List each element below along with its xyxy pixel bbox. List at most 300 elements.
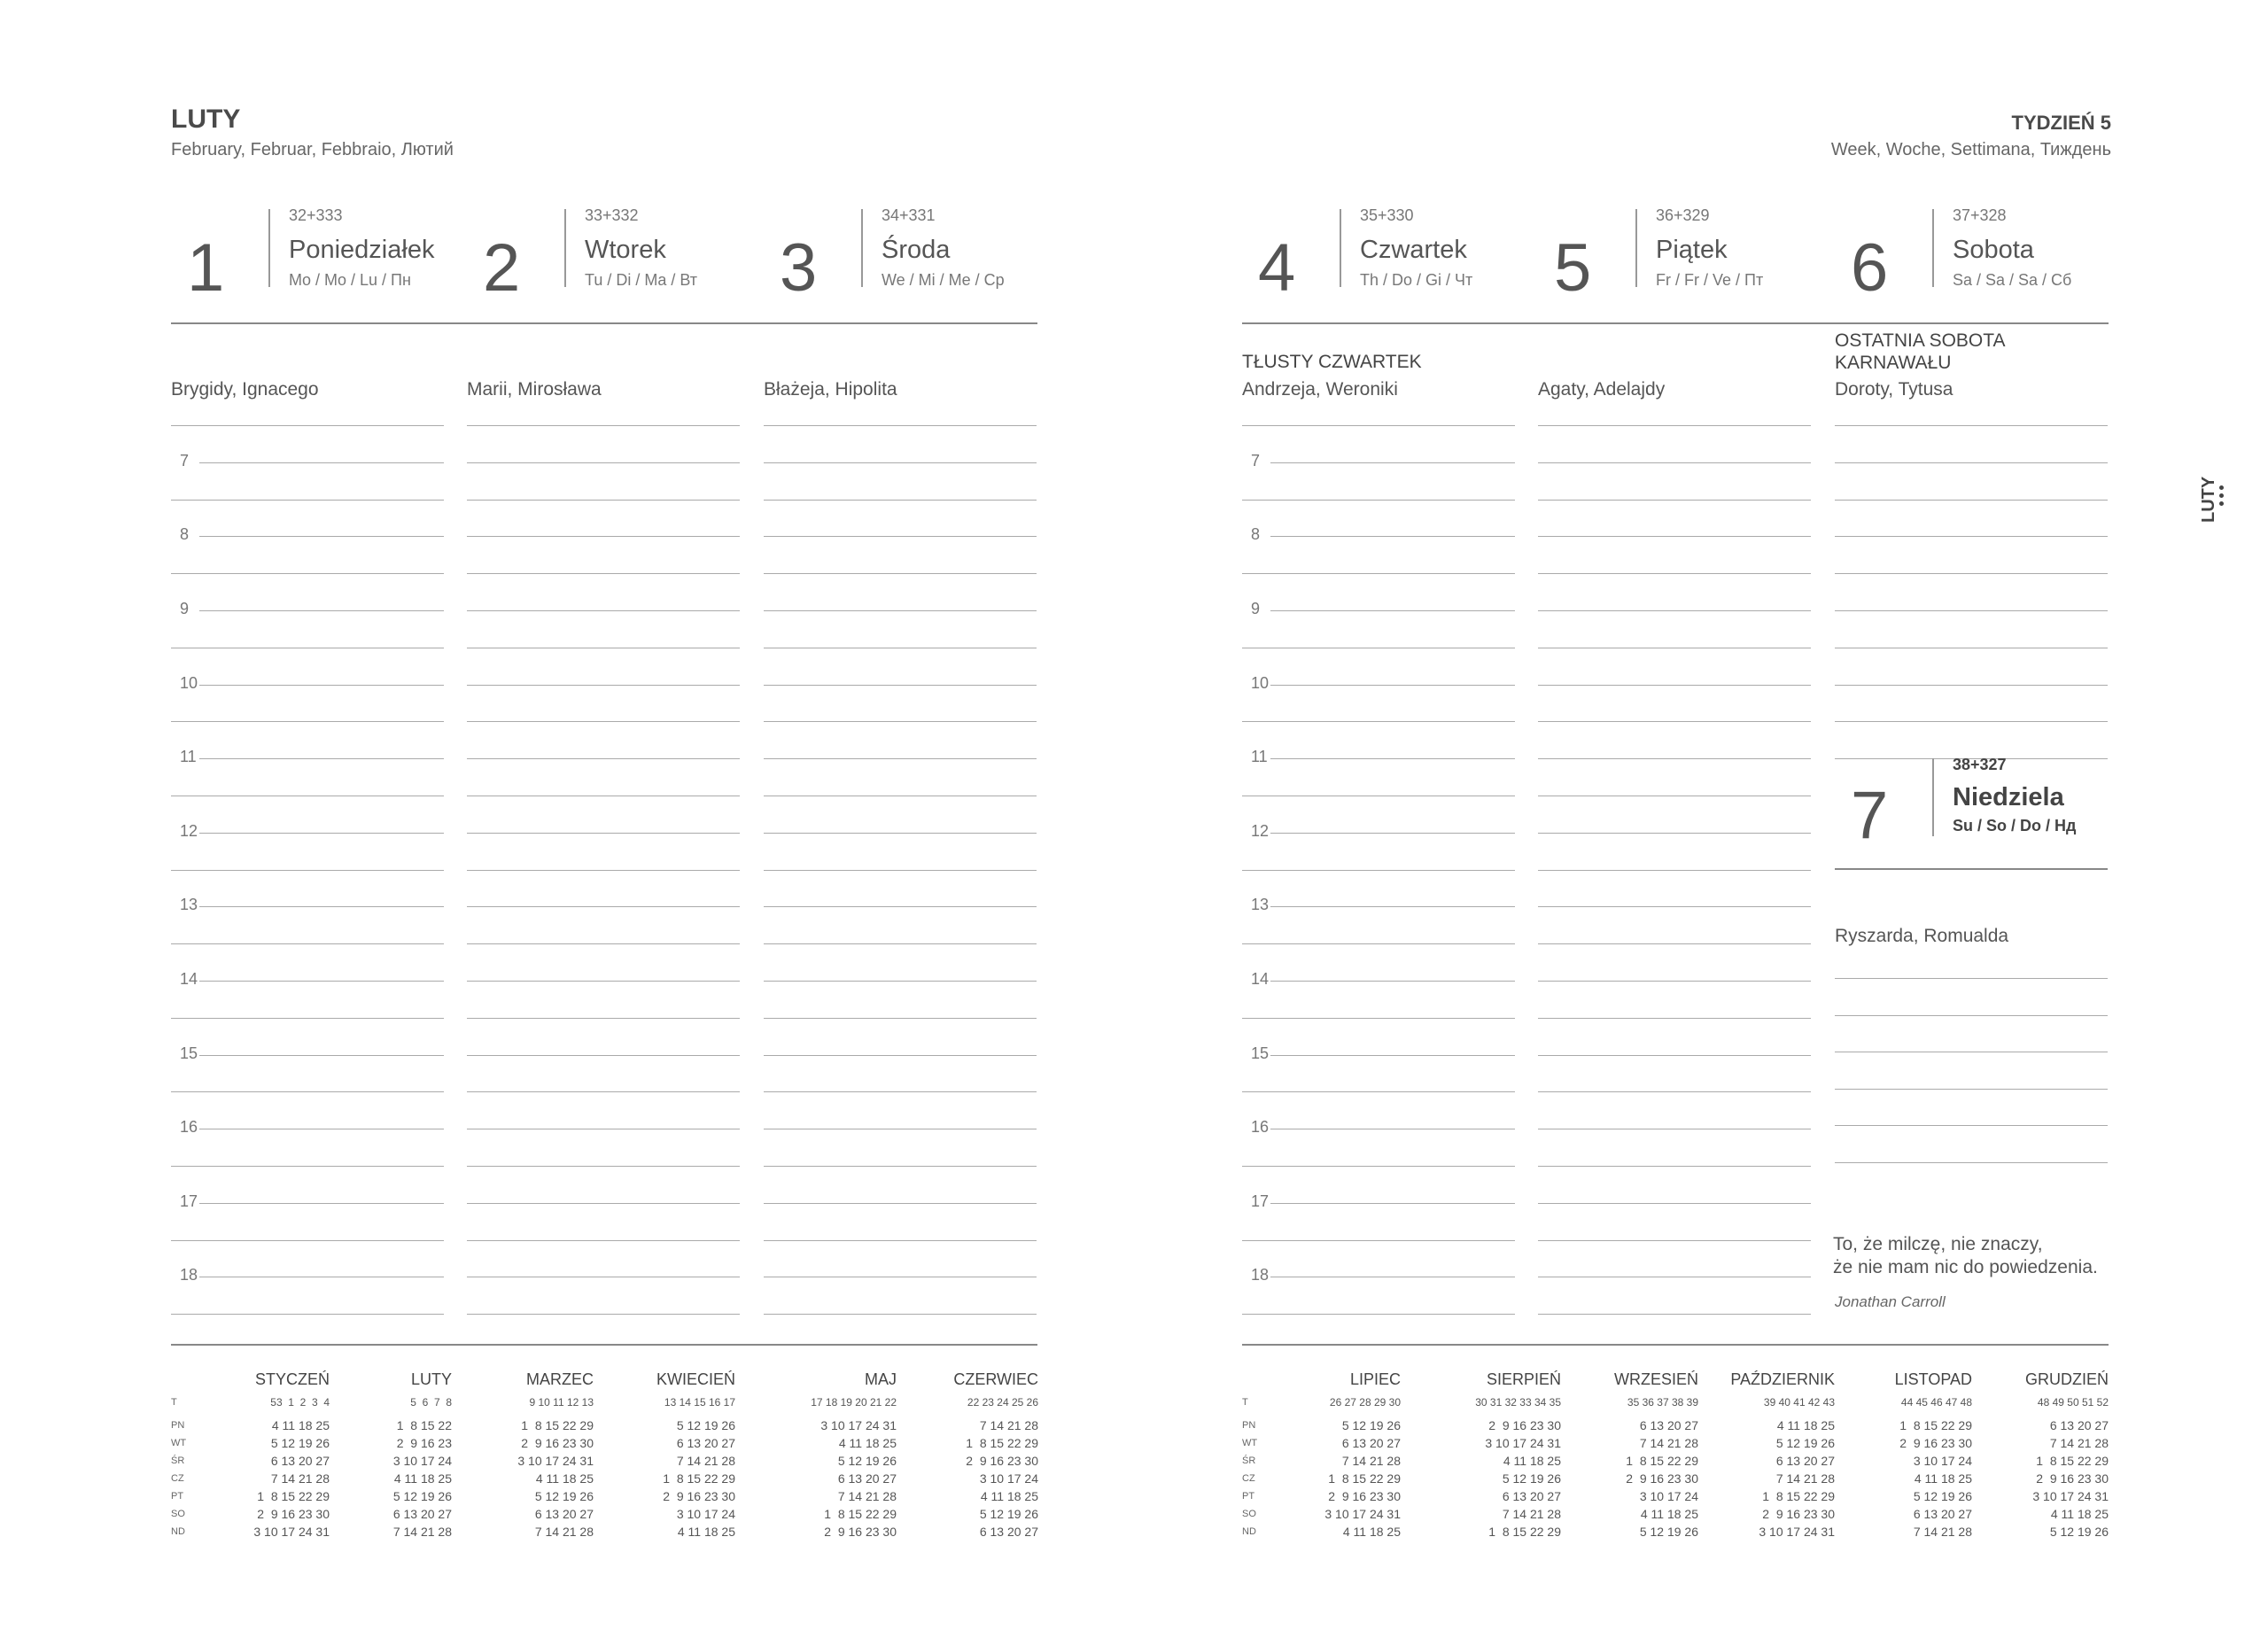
mini-calendar-row: 4 11 18 25 bbox=[535, 1471, 594, 1486]
writing-line bbox=[764, 425, 1037, 426]
weekday-label: ND bbox=[1242, 1526, 1256, 1537]
day-of-year-count: 34+331 bbox=[882, 206, 936, 224]
writing-line bbox=[764, 833, 1037, 834]
mini-calendar-row: 4 11 18 25 bbox=[1640, 1507, 1698, 1521]
hour-label: 14 bbox=[1251, 970, 1270, 988]
mini-calendar-row: 6 13 20 27 bbox=[392, 1507, 452, 1521]
mini-calendar-row: 4 11 18 25 bbox=[1776, 1418, 1835, 1432]
writing-line bbox=[1538, 833, 1811, 834]
writing-line bbox=[1835, 610, 2108, 611]
writing-line bbox=[1538, 721, 1811, 722]
mini-calendar-month: LISTOPAD bbox=[1894, 1370, 1972, 1388]
day-divider bbox=[268, 209, 270, 287]
mini-calendar-row: 5 12 19 26 bbox=[979, 1507, 1038, 1521]
mini-calendar-row: 5 12 19 26 bbox=[1913, 1489, 1972, 1503]
mini-calendar-row: 2 9 16 23 30 bbox=[1626, 1471, 1698, 1486]
mini-calendar-row: 3 10 17 24 bbox=[676, 1507, 735, 1521]
mini-calendar-row: 3 10 17 24 31 bbox=[820, 1418, 897, 1432]
weekday-label: PT bbox=[1242, 1491, 1255, 1502]
mini-calendar-row: 2 9 16 23 30 bbox=[1762, 1507, 1835, 1521]
hour-label: 14 bbox=[180, 970, 198, 988]
writing-line bbox=[1270, 685, 1515, 686]
writing-line bbox=[1835, 1125, 2108, 1126]
writing-line bbox=[467, 1018, 740, 1019]
mini-calendar-month: MAJ bbox=[865, 1370, 897, 1388]
writing-line bbox=[1242, 573, 1515, 574]
day-number: 3 bbox=[780, 230, 818, 306]
mini-calendar-row: 3 10 17 24 31 bbox=[517, 1454, 594, 1468]
mini-calendar-month: KWIECIEŃ bbox=[656, 1370, 735, 1388]
mini-calendar-row: 7 14 21 28 bbox=[392, 1525, 452, 1539]
writing-line bbox=[1538, 1018, 1811, 1019]
mini-calendar-row: 4 11 18 25 bbox=[1914, 1471, 1972, 1486]
holiday-event: TŁUSTY CZWARTEK bbox=[1242, 352, 1422, 372]
writing-line bbox=[1242, 870, 1515, 871]
writing-line bbox=[171, 573, 444, 574]
mini-calendar-row: 1 8 15 22 29 bbox=[1488, 1525, 1561, 1539]
name-day-saints: Agaty, Adelajdy bbox=[1538, 379, 1666, 400]
weekday-label: WT bbox=[171, 1438, 187, 1448]
day-name: Sobota bbox=[1953, 236, 2034, 264]
weekday-label: CZ bbox=[171, 1473, 184, 1484]
mini-calendar-row: 4 11 18 25 bbox=[2050, 1507, 2109, 1521]
hour-label: 11 bbox=[1251, 748, 1268, 766]
mini-calendar-row: 7 14 21 28 bbox=[1913, 1525, 1972, 1539]
day-divider bbox=[1932, 209, 1934, 287]
writing-line bbox=[1538, 758, 1811, 759]
mini-calendar-row: 6 13 20 27 bbox=[1639, 1418, 1698, 1432]
writing-line bbox=[1242, 721, 1515, 722]
mini-calendar-row: 5 12 19 26 bbox=[2049, 1525, 2109, 1539]
quote-line-1: To, że milczę, nie znaczy, bbox=[1833, 1234, 2043, 1254]
writing-line bbox=[199, 981, 444, 982]
mini-calendar-row: 4 11 18 25 bbox=[271, 1418, 330, 1432]
sunday-name: Niedziela bbox=[1953, 783, 2064, 811]
writing-line bbox=[1242, 1240, 1515, 1241]
name-day-saints: Doroty, Tytusa bbox=[1835, 379, 1953, 400]
day-name: Czwartek bbox=[1360, 236, 1467, 264]
writing-line bbox=[764, 721, 1037, 722]
mini-calendar-row: 30 31 32 33 34 35 bbox=[1475, 1396, 1561, 1409]
day-of-year-count: 33+332 bbox=[585, 206, 639, 224]
writing-line bbox=[467, 1091, 740, 1092]
writing-line bbox=[1538, 573, 1811, 574]
day-name: Środa bbox=[882, 236, 951, 264]
hour-label: 18 bbox=[1251, 1266, 1270, 1285]
mini-calendar-row: 3 10 17 24 bbox=[979, 1471, 1038, 1486]
mini-calendar-row: 6 13 20 27 bbox=[1502, 1489, 1561, 1503]
mini-calendar-row: 17 18 19 20 21 22 bbox=[811, 1396, 897, 1409]
mini-calendar-row: 4 11 18 25 bbox=[1342, 1525, 1401, 1539]
writing-line bbox=[467, 906, 740, 907]
writing-line bbox=[764, 1091, 1037, 1092]
mini-calendar-row: 7 14 21 28 bbox=[979, 1418, 1038, 1432]
writing-line bbox=[199, 536, 444, 537]
writing-line bbox=[467, 536, 740, 537]
sunday-divider bbox=[1932, 758, 1934, 836]
writing-line bbox=[1242, 1166, 1515, 1167]
mini-calendar-row: 1 8 15 22 29 bbox=[1899, 1418, 1972, 1432]
mini-calendar-row: 2 9 16 23 30 bbox=[2036, 1471, 2109, 1486]
writing-line bbox=[1270, 610, 1515, 611]
hour-label: 7 bbox=[1251, 451, 1261, 470]
writing-line bbox=[1538, 536, 1811, 537]
day-of-year-count: 37+328 bbox=[1953, 206, 2007, 224]
writing-line bbox=[199, 906, 444, 907]
writing-line bbox=[467, 943, 740, 944]
writing-line bbox=[467, 1314, 740, 1315]
day-abbreviations: Th / Do / Gi / Чт bbox=[1360, 271, 1473, 289]
mini-calendar-row: 26 27 28 29 30 bbox=[1329, 1396, 1401, 1409]
mini-calendar-row: 1 8 15 22 29 bbox=[1626, 1454, 1698, 1468]
writing-line bbox=[764, 1240, 1037, 1241]
mini-calendar-row: 3 10 17 24 31 bbox=[2032, 1489, 2109, 1503]
day-divider bbox=[1635, 209, 1637, 287]
sunday-abbreviations: Su / So / Do / Нд bbox=[1953, 817, 2077, 834]
writing-line bbox=[1835, 462, 2108, 463]
writing-line bbox=[467, 833, 740, 834]
writing-line bbox=[1270, 758, 1515, 759]
writing-line bbox=[1538, 1203, 1811, 1204]
mini-calendar-row: 7 14 21 28 bbox=[1639, 1436, 1698, 1450]
writing-line bbox=[171, 425, 444, 426]
mini-calendar-row: 1 8 15 22 29 bbox=[257, 1489, 330, 1503]
writing-line bbox=[1835, 721, 2108, 722]
weekday-label: PT bbox=[171, 1491, 184, 1502]
week-subtitle: Week, Woche, Settimana, Тиждень bbox=[1830, 140, 2111, 159]
mini-calendar-month: LUTY bbox=[410, 1370, 452, 1388]
mini-calendar-row: 3 10 17 24 bbox=[392, 1454, 452, 1468]
writing-line bbox=[1835, 1015, 2108, 1016]
writing-line bbox=[1538, 1314, 1811, 1315]
writing-line bbox=[764, 870, 1037, 871]
writing-line bbox=[1242, 1018, 1515, 1019]
weekday-label: T bbox=[171, 1397, 177, 1408]
mini-calendar-row: 5 12 19 26 bbox=[1341, 1418, 1401, 1432]
writing-line bbox=[1270, 833, 1515, 834]
writing-line bbox=[1835, 1162, 2108, 1163]
mini-calendar-row: 48 49 50 51 52 bbox=[2037, 1396, 2109, 1409]
mini-calendar-row: 7 14 21 28 bbox=[676, 1454, 735, 1468]
mini-calendar-row: 6 13 20 27 bbox=[2049, 1418, 2109, 1432]
mini-calendar-row: 1 8 15 22 29 bbox=[663, 1471, 735, 1486]
mini-calendar-row: 7 14 21 28 bbox=[1341, 1454, 1401, 1468]
mini-calendar-row: 2 9 16 23 30 bbox=[521, 1436, 594, 1450]
mini-calendar-month: GRUDZIEŃ bbox=[2025, 1370, 2109, 1388]
mini-calendar-row: 2 9 16 23 30 bbox=[1328, 1489, 1401, 1503]
hour-label: 13 bbox=[180, 896, 198, 914]
writing-line bbox=[1270, 1203, 1515, 1204]
mini-calendar-row: 5 12 19 26 bbox=[676, 1418, 735, 1432]
hour-label: 18 bbox=[180, 1266, 198, 1285]
mini-calendar-row: 3 10 17 24 bbox=[1913, 1454, 1972, 1468]
writing-line bbox=[764, 685, 1037, 686]
writing-line bbox=[467, 573, 740, 574]
weekday-label: ŚR bbox=[171, 1455, 185, 1466]
mini-calendar-month: STYCZEŃ bbox=[254, 1370, 330, 1388]
day-of-year-count: 36+329 bbox=[1656, 206, 1710, 224]
mini-calendar-row: 7 14 21 28 bbox=[534, 1525, 594, 1539]
mini-calendar-row: 4 11 18 25 bbox=[1503, 1454, 1561, 1468]
holiday-event: OSTATNIA SOBOTA KARNAWAŁU bbox=[1835, 330, 2005, 373]
month-title: LUTY bbox=[171, 105, 241, 134]
name-day-saints: Marii, Mirosława bbox=[467, 379, 602, 400]
writing-line bbox=[1538, 685, 1811, 686]
writing-line bbox=[199, 462, 444, 463]
writing-line bbox=[1538, 1240, 1811, 1241]
mini-calendar-row: 3 10 17 24 31 bbox=[1485, 1436, 1561, 1450]
writing-line bbox=[171, 1091, 444, 1092]
mini-calendar-row: 6 13 20 27 bbox=[837, 1471, 897, 1486]
mini-calendar-row: 44 45 46 47 48 bbox=[1900, 1396, 1972, 1409]
mini-calendar-row: 4 11 18 25 bbox=[393, 1471, 452, 1486]
mini-calendar-row: 1 8 15 22 29 bbox=[824, 1507, 897, 1521]
writing-line bbox=[199, 1203, 444, 1204]
writing-line bbox=[1835, 685, 2108, 686]
weekday-label: PN bbox=[171, 1420, 185, 1431]
mini-calendar-row: 2 9 16 23 30 bbox=[257, 1507, 330, 1521]
mini-calendar-row: 5 12 19 26 bbox=[270, 1436, 330, 1450]
mini-calendar-month: CZERWIEC bbox=[953, 1370, 1038, 1388]
writing-line bbox=[1242, 1091, 1515, 1092]
writing-line bbox=[1538, 1091, 1811, 1092]
hour-label: 8 bbox=[1251, 525, 1261, 544]
mini-calendar-row: 5 12 19 26 bbox=[837, 1454, 897, 1468]
writing-line bbox=[467, 500, 740, 501]
writing-line bbox=[764, 1166, 1037, 1167]
day-abbreviations: Sa / Sa / Sa / Сб bbox=[1953, 271, 2072, 289]
mini-calendar-row: 2 9 16 23 30 bbox=[824, 1525, 897, 1539]
writing-line bbox=[1538, 610, 1811, 611]
writing-line bbox=[764, 1314, 1037, 1315]
mini-calendar-row: 2 9 16 23 30 bbox=[1899, 1436, 1972, 1450]
writing-line bbox=[467, 1240, 740, 1241]
mini-calendar-row: 1 8 15 22 29 bbox=[1328, 1471, 1401, 1486]
weekday-label: CZ bbox=[1242, 1473, 1255, 1484]
sunday-day-of-year-count: 38+327 bbox=[1953, 756, 2007, 773]
mini-calendar-row: 6 13 20 27 bbox=[1775, 1454, 1835, 1468]
writing-line bbox=[1835, 425, 2108, 426]
hour-label: 11 bbox=[180, 748, 197, 766]
day-number: 2 bbox=[483, 230, 521, 306]
hour-label: 7 bbox=[180, 451, 190, 470]
day-number: 4 bbox=[1258, 230, 1296, 306]
quote-line-2: że nie mam nic do powiedzenia. bbox=[1833, 1257, 2098, 1277]
writing-line bbox=[1242, 500, 1515, 501]
mini-calendar-row: 6 13 20 27 bbox=[676, 1436, 735, 1450]
mini-calendar-row: 7 14 21 28 bbox=[270, 1471, 330, 1486]
footer-rule bbox=[171, 1344, 1037, 1346]
hour-label: 15 bbox=[180, 1044, 198, 1062]
hour-label: 9 bbox=[180, 600, 190, 617]
day-abbreviations: Fr / Fr / Ve / Пт bbox=[1656, 271, 1764, 289]
writing-line bbox=[764, 536, 1037, 537]
day-abbreviations: Tu / Di / Ma / Вт bbox=[585, 271, 698, 289]
writing-line bbox=[199, 833, 444, 834]
hour-label: 16 bbox=[180, 1118, 198, 1137]
hour-label: 12 bbox=[180, 821, 198, 840]
writing-line bbox=[764, 943, 1037, 944]
writing-line bbox=[171, 1314, 444, 1315]
hour-label: 9 bbox=[1251, 600, 1261, 617]
writing-line bbox=[171, 1018, 444, 1019]
writing-line bbox=[467, 462, 740, 463]
mini-calendar-row: 7 14 21 28 bbox=[1502, 1507, 1561, 1521]
writing-line bbox=[171, 943, 444, 944]
mini-calendar-row: 1 8 15 22 bbox=[396, 1418, 452, 1432]
writing-line bbox=[1835, 500, 2108, 501]
mini-calendar-row: 6 13 20 27 bbox=[979, 1525, 1038, 1539]
day-of-year-count: 32+333 bbox=[289, 206, 343, 224]
writing-line bbox=[171, 1240, 444, 1241]
day-number: 5 bbox=[1554, 230, 1592, 306]
writing-line bbox=[467, 1055, 740, 1056]
mini-calendar-row: 2 9 16 23 bbox=[396, 1436, 452, 1450]
day-divider bbox=[564, 209, 566, 287]
mini-calendar-row: 2 9 16 23 30 bbox=[663, 1489, 735, 1503]
writing-line bbox=[1538, 981, 1811, 982]
weekday-label: SO bbox=[171, 1509, 185, 1519]
writing-line bbox=[764, 462, 1037, 463]
mini-calendar-month: MARZEC bbox=[526, 1370, 594, 1388]
writing-line bbox=[1270, 1055, 1515, 1056]
writing-line bbox=[467, 981, 740, 982]
mini-calendar-row: 5 12 19 26 bbox=[1502, 1471, 1561, 1486]
mini-calendar-month: WRZESIEŃ bbox=[1613, 1370, 1698, 1388]
writing-line bbox=[467, 1203, 740, 1204]
writing-line bbox=[764, 981, 1037, 982]
month-subtitle: February, Februar, Febbraio, Лютий bbox=[171, 140, 454, 159]
mini-calendar-row: 35 36 37 38 39 bbox=[1627, 1396, 1698, 1409]
weekday-label: SO bbox=[1242, 1509, 1256, 1519]
day-name: Wtorek bbox=[585, 236, 666, 264]
weekday-label: ŚR bbox=[1242, 1455, 1256, 1466]
side-tab-label[interactable]: LUTY bbox=[2199, 476, 2218, 523]
writing-line bbox=[199, 685, 444, 686]
writing-line bbox=[764, 1055, 1037, 1056]
writing-line bbox=[1538, 1055, 1811, 1056]
day-divider bbox=[1340, 209, 1341, 287]
hour-label: 13 bbox=[1251, 896, 1270, 914]
hour-label: 16 bbox=[1251, 1118, 1270, 1137]
hour-label: 17 bbox=[180, 1191, 198, 1210]
hour-label: 12 bbox=[1251, 821, 1270, 840]
tab-dots-icon bbox=[2219, 485, 2224, 509]
writing-line bbox=[764, 610, 1037, 611]
sunday-number: 7 bbox=[1851, 778, 1889, 853]
writing-line bbox=[1270, 981, 1515, 982]
writing-line bbox=[764, 573, 1037, 574]
week-title: TYDZIEŃ 5 bbox=[2011, 112, 2111, 134]
mini-calendar-row: 5 12 19 26 bbox=[1775, 1436, 1835, 1450]
writing-line bbox=[1242, 425, 1515, 426]
mini-calendar-row: 3 10 17 24 31 bbox=[1759, 1525, 1835, 1539]
writing-line bbox=[1242, 1314, 1515, 1315]
writing-line bbox=[1270, 906, 1515, 907]
day-abbreviations: Mo / Mo / Lu / Пн bbox=[289, 271, 411, 289]
writing-line bbox=[764, 906, 1037, 907]
writing-line bbox=[199, 1055, 444, 1056]
mini-calendar-month: PAŹDZIERNIK bbox=[1730, 1370, 1835, 1388]
writing-line bbox=[1538, 500, 1811, 501]
day-of-year-count: 35+330 bbox=[1360, 206, 1414, 224]
mini-calendar-row: 13 14 15 16 17 bbox=[664, 1396, 735, 1409]
name-day-saints: Andrzeja, Weroniki bbox=[1242, 379, 1398, 400]
mini-calendar-row: 3 10 17 24 31 bbox=[253, 1525, 330, 1539]
mini-calendar-row: 1 8 15 22 29 bbox=[2036, 1454, 2109, 1468]
writing-line bbox=[1538, 906, 1811, 907]
weekday-label: ND bbox=[171, 1526, 185, 1537]
day-name: Piątek bbox=[1656, 236, 1728, 264]
mini-calendar-row: 9 10 11 12 13 bbox=[529, 1396, 594, 1409]
writing-line bbox=[764, 500, 1037, 501]
writing-line bbox=[1242, 943, 1515, 944]
writing-line bbox=[171, 721, 444, 722]
mini-calendar-row: 6 13 20 27 bbox=[270, 1454, 330, 1468]
writing-line bbox=[1538, 870, 1811, 871]
writing-line bbox=[764, 1018, 1037, 1019]
writing-line bbox=[1835, 978, 2108, 979]
writing-line bbox=[764, 758, 1037, 759]
mini-calendar-row: 5 12 19 26 bbox=[534, 1489, 594, 1503]
mini-calendar-row: 7 14 21 28 bbox=[1775, 1471, 1835, 1486]
mini-calendar-row: 4 11 18 25 bbox=[838, 1436, 897, 1450]
name-day-saints: Brygidy, Ignacego bbox=[171, 379, 319, 400]
mini-calendar-row: 53 1 2 3 4 bbox=[270, 1396, 330, 1409]
day-divider bbox=[861, 209, 863, 287]
header-rule bbox=[1242, 322, 2109, 324]
mini-calendar-row: 22 23 24 25 26 bbox=[967, 1396, 1038, 1409]
writing-line bbox=[1538, 425, 1811, 426]
mini-calendar-row: 1 8 15 22 29 bbox=[521, 1418, 594, 1432]
mini-calendar-row: 6 13 20 27 bbox=[534, 1507, 594, 1521]
hour-label: 8 bbox=[180, 525, 190, 544]
writing-line bbox=[467, 610, 740, 611]
mini-calendar-row: 5 12 19 26 bbox=[1639, 1525, 1698, 1539]
sunday-saints: Ryszarda, Romualda bbox=[1835, 926, 2009, 946]
mini-calendar-row: 1 8 15 22 29 bbox=[1762, 1489, 1835, 1503]
mini-calendar-row: 6 13 20 27 bbox=[1913, 1507, 1972, 1521]
writing-line bbox=[467, 685, 740, 686]
footer-rule bbox=[1242, 1344, 2109, 1346]
day-abbreviations: We / Mi / Me / Ср bbox=[882, 271, 1005, 289]
writing-line bbox=[1835, 536, 2108, 537]
weekday-label: T bbox=[1242, 1397, 1248, 1408]
mini-calendar-row: 2 9 16 23 30 bbox=[1488, 1418, 1561, 1432]
mini-calendar-row: 2 9 16 23 30 bbox=[966, 1454, 1038, 1468]
writing-line bbox=[171, 870, 444, 871]
writing-line bbox=[1270, 462, 1515, 463]
writing-line bbox=[467, 870, 740, 871]
hour-label: 10 bbox=[180, 673, 198, 692]
quote-author: Jonathan Carroll bbox=[1835, 1293, 1946, 1310]
weekday-label: WT bbox=[1242, 1438, 1258, 1448]
writing-line bbox=[1835, 1089, 2108, 1090]
writing-line bbox=[1538, 1166, 1811, 1167]
mini-calendar-row: 6 13 20 27 bbox=[1341, 1436, 1401, 1450]
day-number: 1 bbox=[187, 230, 225, 306]
writing-line bbox=[467, 721, 740, 722]
name-day-saints: Błażeja, Hipolita bbox=[764, 379, 897, 400]
writing-line bbox=[764, 1203, 1037, 1204]
weekday-label: PN bbox=[1242, 1420, 1256, 1431]
writing-line bbox=[1835, 573, 2108, 574]
mini-calendar-row: 1 8 15 22 29 bbox=[966, 1436, 1038, 1450]
writing-line bbox=[467, 1166, 740, 1167]
day-name: Poniedziałek bbox=[289, 236, 435, 264]
mini-calendar-month: SIERPIEŃ bbox=[1486, 1370, 1561, 1388]
day-number: 6 bbox=[1851, 230, 1889, 306]
